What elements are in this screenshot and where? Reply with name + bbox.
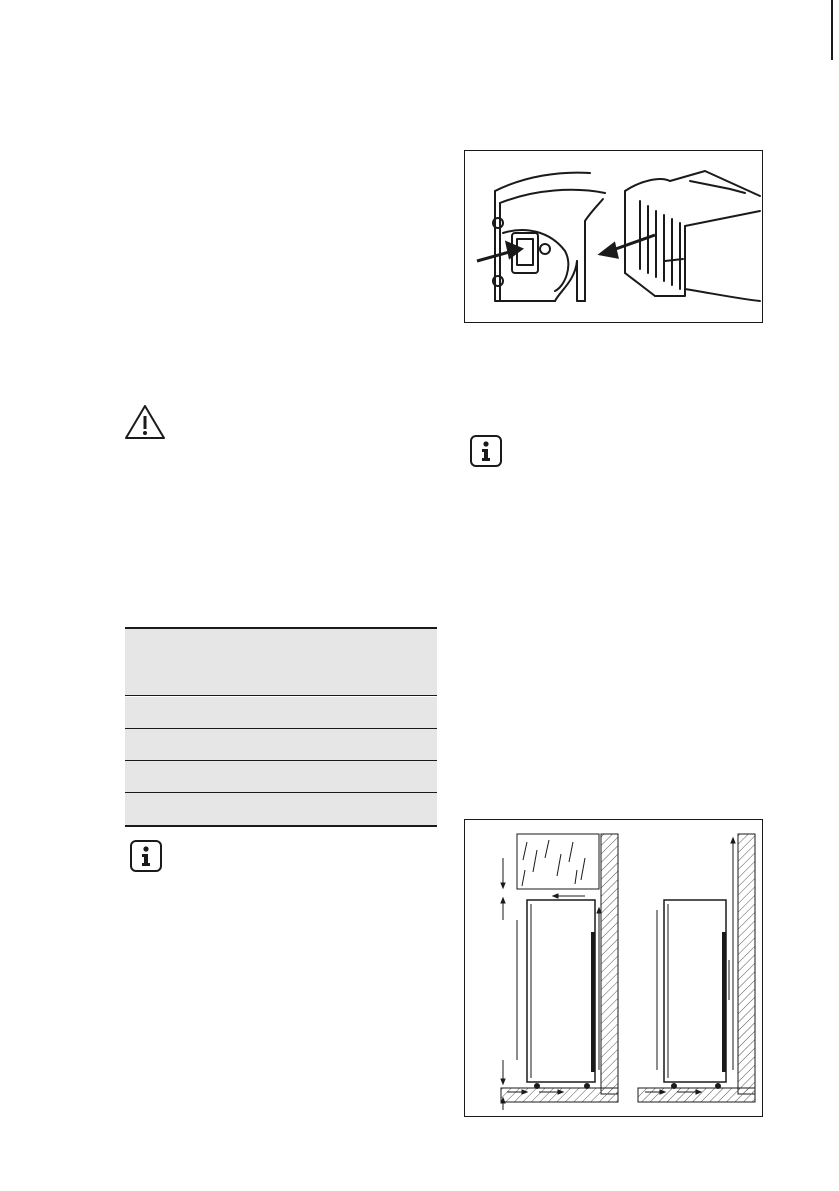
ventilation-illustration [464, 819, 763, 1117]
table-row [125, 793, 437, 825]
data-table [125, 627, 437, 827]
table-row [125, 729, 437, 761]
table-header [125, 629, 437, 696]
page-margin-marker [831, 0, 833, 60]
info-icon [130, 840, 162, 872]
table-row [125, 761, 437, 793]
warning-triangle-icon [124, 404, 166, 440]
removal-illustration [464, 150, 763, 323]
info-icon [470, 435, 502, 467]
table-row [125, 697, 437, 729]
